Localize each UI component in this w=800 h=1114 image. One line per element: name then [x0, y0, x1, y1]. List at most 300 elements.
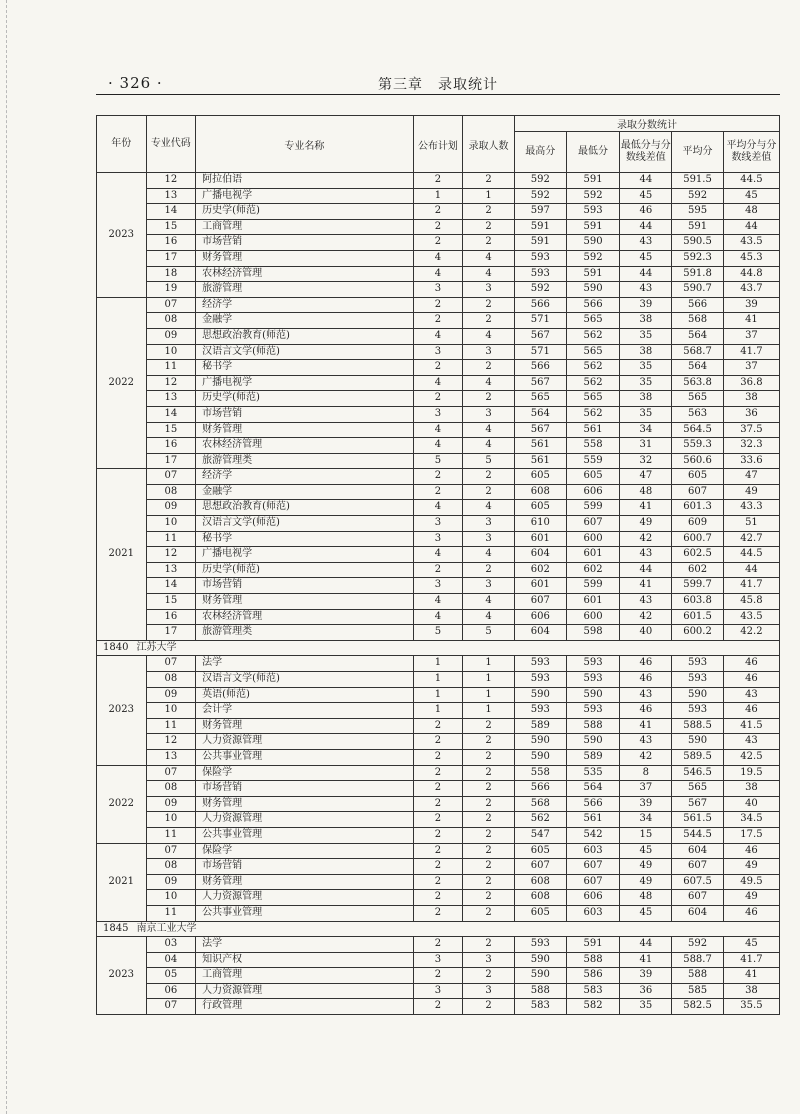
max-cell: 592 — [514, 188, 566, 204]
min-cell: 542 — [566, 827, 620, 843]
code-cell: 15 — [146, 594, 196, 610]
admitted-cell: 3 — [463, 282, 515, 298]
min-diff-cell: 42 — [620, 609, 672, 625]
avg-diff-cell: 37.5 — [723, 422, 779, 438]
table-row — [97, 874, 780, 890]
max-cell: 590 — [514, 952, 566, 968]
admitted-cell: 2 — [463, 827, 515, 843]
avg-diff-cell: 47 — [723, 469, 779, 485]
plan-cell: 4 — [413, 609, 463, 625]
year-cell: 2023 — [97, 173, 147, 298]
code-cell: 09 — [146, 687, 196, 703]
name-cell: 农林经济管理 — [196, 266, 414, 282]
min-cell: 590 — [566, 687, 620, 703]
university-row — [97, 640, 780, 656]
min-diff-cell: 46 — [620, 204, 672, 220]
plan-cell: 2 — [413, 204, 463, 220]
admitted-cell: 1 — [463, 188, 515, 204]
table-row — [97, 469, 780, 485]
min-diff-cell: 41 — [620, 578, 672, 594]
max-cell: 558 — [514, 765, 566, 781]
code-cell: 16 — [146, 609, 196, 625]
table-row — [97, 375, 780, 391]
table-row — [97, 391, 780, 407]
code-cell: 12 — [146, 173, 196, 189]
name-cell: 法学 — [196, 937, 414, 953]
min-cell: 593 — [566, 672, 620, 688]
name-cell: 保险学 — [196, 765, 414, 781]
name-cell: 汉语言文学(师范) — [196, 516, 414, 532]
avg-diff-cell: 48 — [723, 204, 779, 220]
min-diff-cell: 38 — [620, 391, 672, 407]
code-cell: 11 — [146, 360, 196, 376]
plan-cell: 4 — [413, 422, 463, 438]
admitted-cell: 2 — [463, 796, 515, 812]
name-cell: 人力资源管理 — [196, 983, 414, 999]
avg-diff-cell: 38 — [723, 983, 779, 999]
code-cell: 08 — [146, 859, 196, 875]
table-row — [97, 734, 780, 750]
name-cell: 财务管理 — [196, 250, 414, 266]
min-cell: 601 — [566, 547, 620, 563]
avg-diff-cell: 49 — [723, 890, 779, 906]
admitted-cell: 2 — [463, 484, 515, 500]
min-cell: 591 — [566, 173, 620, 189]
table-row — [97, 422, 780, 438]
avg-cell: 593 — [672, 656, 724, 672]
plan-cell: 2 — [413, 313, 463, 329]
max-cell: 589 — [514, 718, 566, 734]
admitted-cell: 2 — [463, 765, 515, 781]
admitted-cell: 4 — [463, 609, 515, 625]
admitted-cell: 5 — [463, 453, 515, 469]
min-diff-cell: 43 — [620, 594, 672, 610]
name-cell: 农林经济管理 — [196, 609, 414, 625]
max-cell: 567 — [514, 375, 566, 391]
plan-cell: 1 — [413, 687, 463, 703]
avg-diff-cell: 36 — [723, 406, 779, 422]
plan-cell: 2 — [413, 297, 463, 313]
name-cell: 英语(师范) — [196, 687, 414, 703]
admitted-cell: 1 — [463, 672, 515, 688]
table-row — [97, 718, 780, 734]
max-cell: 590 — [514, 687, 566, 703]
plan-cell: 2 — [413, 905, 463, 921]
code-cell: 16 — [146, 438, 196, 454]
code-cell: 04 — [146, 952, 196, 968]
name-cell: 财务管理 — [196, 796, 414, 812]
table-row — [97, 999, 780, 1015]
code-cell: 05 — [146, 968, 196, 984]
plan-cell: 3 — [413, 952, 463, 968]
max-cell: 601 — [514, 578, 566, 594]
avg-cell: 591.5 — [672, 173, 724, 189]
table-row — [97, 500, 780, 516]
min-diff-cell: 46 — [620, 656, 672, 672]
table-row — [97, 453, 780, 469]
table-row — [97, 703, 780, 719]
name-cell: 阿拉伯语 — [196, 173, 414, 189]
name-cell: 思想政治教育(师范) — [196, 328, 414, 344]
max-cell: 547 — [514, 827, 566, 843]
plan-cell: 4 — [413, 375, 463, 391]
avg-cell: 593 — [672, 703, 724, 719]
plan-cell: 4 — [413, 547, 463, 563]
min-diff-cell: 35 — [620, 999, 672, 1015]
name-cell: 财务管理 — [196, 594, 414, 610]
min-diff-cell: 43 — [620, 282, 672, 298]
code-cell: 18 — [146, 266, 196, 282]
avg-cell: 599.7 — [672, 578, 724, 594]
plan-cell: 2 — [413, 890, 463, 906]
admitted-cell: 3 — [463, 406, 515, 422]
university-heading — [97, 640, 780, 656]
max-cell: 608 — [514, 874, 566, 890]
admitted-cell: 4 — [463, 422, 515, 438]
avg-cell: 602.5 — [672, 547, 724, 563]
table-row — [97, 313, 780, 329]
min-cell: 600 — [566, 531, 620, 547]
max-cell: 605 — [514, 905, 566, 921]
table-row — [97, 827, 780, 843]
avg-cell: 567 — [672, 796, 724, 812]
code-cell: 08 — [146, 781, 196, 797]
admitted-cell: 2 — [463, 781, 515, 797]
name-cell: 行政管理 — [196, 999, 414, 1015]
plan-cell: 3 — [413, 344, 463, 360]
avg-cell: 591 — [672, 219, 724, 235]
admitted-cell: 2 — [463, 859, 515, 875]
name-cell: 工商管理 — [196, 968, 414, 984]
min-diff-cell: 43 — [620, 235, 672, 251]
code-cell: 15 — [146, 219, 196, 235]
admitted-cell: 1 — [463, 703, 515, 719]
min-cell: 561 — [566, 422, 620, 438]
table-row — [97, 812, 780, 828]
admitted-cell: 2 — [463, 874, 515, 890]
year-cell: 2022 — [97, 297, 147, 469]
max-cell: 564 — [514, 406, 566, 422]
max-cell: 591 — [514, 219, 566, 235]
avg-diff-cell: 41.7 — [723, 952, 779, 968]
avg-cell: 604 — [672, 843, 724, 859]
min-cell: 598 — [566, 625, 620, 641]
table-row — [97, 905, 780, 921]
name-cell: 历史学(师范) — [196, 562, 414, 578]
avg-diff-cell: 17.5 — [723, 827, 779, 843]
code-cell: 11 — [146, 827, 196, 843]
max-cell: 602 — [514, 562, 566, 578]
header-min: 最低分 — [566, 132, 620, 173]
name-cell: 法学 — [196, 656, 414, 672]
header-admitted: 录取人数 — [463, 116, 515, 173]
name-cell: 市场营销 — [196, 781, 414, 797]
code-cell: 16 — [146, 235, 196, 251]
min-cell: 582 — [566, 999, 620, 1015]
header-min-diff: 最低分与分数线差值 — [620, 132, 672, 173]
plan-cell: 3 — [413, 406, 463, 422]
code-cell: 07 — [146, 843, 196, 859]
admitted-cell: 2 — [463, 360, 515, 376]
min-diff-cell: 44 — [620, 562, 672, 578]
plan-cell: 2 — [413, 859, 463, 875]
code-cell: 15 — [146, 422, 196, 438]
avg-cell: 568.7 — [672, 344, 724, 360]
plan-cell: 2 — [413, 999, 463, 1015]
avg-cell: 601.3 — [672, 500, 724, 516]
table-row — [97, 843, 780, 859]
chapter-title: 第三章 录取统计 — [378, 77, 498, 93]
min-cell: 603 — [566, 843, 620, 859]
min-cell: 602 — [566, 562, 620, 578]
max-cell: 571 — [514, 313, 566, 329]
table-row — [97, 204, 780, 220]
min-diff-cell: 41 — [620, 718, 672, 734]
max-cell: 608 — [514, 890, 566, 906]
university-row — [97, 921, 780, 937]
page-number: · 326 · — [108, 74, 163, 92]
plan-cell: 3 — [413, 282, 463, 298]
plan-cell: 1 — [413, 656, 463, 672]
avg-diff-cell: 39 — [723, 297, 779, 313]
admitted-cell: 2 — [463, 562, 515, 578]
plan-cell: 2 — [413, 173, 463, 189]
code-cell: 14 — [146, 204, 196, 220]
max-cell: 565 — [514, 391, 566, 407]
avg-cell: 600.7 — [672, 531, 724, 547]
min-diff-cell: 39 — [620, 968, 672, 984]
code-cell: 12 — [146, 547, 196, 563]
avg-diff-cell: 32.3 — [723, 438, 779, 454]
plan-cell: 4 — [413, 328, 463, 344]
admitted-cell: 2 — [463, 391, 515, 407]
plan-cell: 2 — [413, 874, 463, 890]
avg-cell: 590 — [672, 734, 724, 750]
avg-cell: 595 — [672, 204, 724, 220]
max-cell: 566 — [514, 297, 566, 313]
avg-cell: 593 — [672, 672, 724, 688]
avg-cell: 588.7 — [672, 952, 724, 968]
admitted-cell: 4 — [463, 438, 515, 454]
plan-cell: 2 — [413, 718, 463, 734]
avg-cell: 605 — [672, 469, 724, 485]
avg-diff-cell: 41 — [723, 313, 779, 329]
table-row — [97, 484, 780, 500]
code-cell: 08 — [146, 672, 196, 688]
code-cell: 10 — [146, 890, 196, 906]
plan-cell: 2 — [413, 360, 463, 376]
avg-cell: 590 — [672, 687, 724, 703]
table-row — [97, 235, 780, 251]
plan-cell: 2 — [413, 391, 463, 407]
name-cell: 秘书学 — [196, 360, 414, 376]
avg-diff-cell: 34.5 — [723, 812, 779, 828]
avg-diff-cell: 36.8 — [723, 375, 779, 391]
admitted-cell: 1 — [463, 656, 515, 672]
max-cell: 566 — [514, 360, 566, 376]
plan-cell: 2 — [413, 765, 463, 781]
admitted-cell: 2 — [463, 718, 515, 734]
code-cell: 11 — [146, 531, 196, 547]
min-diff-cell: 49 — [620, 859, 672, 875]
avg-cell: 592.3 — [672, 250, 724, 266]
avg-diff-cell: 42.7 — [723, 531, 779, 547]
admitted-cell: 2 — [463, 890, 515, 906]
min-cell: 605 — [566, 469, 620, 485]
admitted-cell: 3 — [463, 531, 515, 547]
max-cell: 593 — [514, 656, 566, 672]
plan-cell: 2 — [413, 734, 463, 750]
table-row — [97, 188, 780, 204]
table-row — [97, 547, 780, 563]
max-cell: 605 — [514, 469, 566, 485]
avg-diff-cell: 49.5 — [723, 874, 779, 890]
avg-diff-cell: 43 — [723, 734, 779, 750]
min-diff-cell: 39 — [620, 796, 672, 812]
admitted-cell: 4 — [463, 547, 515, 563]
code-cell: 09 — [146, 796, 196, 812]
header-avg: 平均分 — [672, 132, 724, 173]
admitted-cell: 4 — [463, 375, 515, 391]
min-cell: 562 — [566, 375, 620, 391]
avg-diff-cell: 44 — [723, 562, 779, 578]
avg-cell: 564.5 — [672, 422, 724, 438]
code-cell: 14 — [146, 406, 196, 422]
plan-cell: 1 — [413, 672, 463, 688]
min-cell: 601 — [566, 594, 620, 610]
name-cell: 人力资源管理 — [196, 812, 414, 828]
min-diff-cell: 47 — [620, 469, 672, 485]
header-score-group: 录取分数统计 — [514, 116, 779, 132]
min-cell: 591 — [566, 937, 620, 953]
table-row — [97, 250, 780, 266]
avg-diff-cell: 43.5 — [723, 235, 779, 251]
code-cell: 09 — [146, 874, 196, 890]
header-max: 最高分 — [514, 132, 566, 173]
avg-diff-cell: 46 — [723, 656, 779, 672]
min-diff-cell: 44 — [620, 266, 672, 282]
plan-cell: 1 — [413, 703, 463, 719]
code-cell: 13 — [146, 562, 196, 578]
min-cell: 599 — [566, 578, 620, 594]
min-cell: 562 — [566, 406, 620, 422]
avg-diff-cell: 41.7 — [723, 344, 779, 360]
name-cell: 旅游管理 — [196, 282, 414, 298]
admitted-cell: 2 — [463, 297, 515, 313]
min-diff-cell: 43 — [620, 687, 672, 703]
year-cell: 2021 — [97, 469, 147, 641]
min-diff-cell: 44 — [620, 173, 672, 189]
table-row — [97, 173, 780, 189]
name-cell: 经济学 — [196, 297, 414, 313]
plan-cell: 2 — [413, 843, 463, 859]
admitted-cell: 3 — [463, 344, 515, 360]
header-year: 年份 — [97, 116, 147, 173]
avg-cell: 585 — [672, 983, 724, 999]
max-cell: 561 — [514, 453, 566, 469]
plan-cell: 3 — [413, 983, 463, 999]
table-row — [97, 765, 780, 781]
max-cell: 607 — [514, 594, 566, 610]
min-diff-cell: 46 — [620, 672, 672, 688]
name-cell: 广播电视学 — [196, 547, 414, 563]
plan-cell: 2 — [413, 937, 463, 953]
table-row — [97, 983, 780, 999]
avg-diff-cell: 45 — [723, 937, 779, 953]
min-cell: 565 — [566, 391, 620, 407]
name-cell: 财务管理 — [196, 718, 414, 734]
min-cell: 591 — [566, 266, 620, 282]
admitted-cell: 2 — [463, 173, 515, 189]
max-cell: 566 — [514, 781, 566, 797]
avg-diff-cell: 43 — [723, 687, 779, 703]
binding-edge-mark — [6, 0, 8, 1114]
min-diff-cell: 38 — [620, 313, 672, 329]
code-cell: 17 — [146, 250, 196, 266]
code-cell: 13 — [146, 188, 196, 204]
name-cell: 市场营销 — [196, 235, 414, 251]
avg-cell: 564 — [672, 328, 724, 344]
max-cell: 607 — [514, 859, 566, 875]
year-cell: 2023 — [97, 656, 147, 765]
admitted-cell: 4 — [463, 594, 515, 610]
name-cell: 市场营销 — [196, 406, 414, 422]
plan-cell: 1 — [413, 188, 463, 204]
avg-diff-cell: 41.5 — [723, 718, 779, 734]
university-code: 1840 — [103, 641, 129, 653]
max-cell: 610 — [514, 516, 566, 532]
min-diff-cell: 48 — [620, 484, 672, 500]
table-row — [97, 328, 780, 344]
avg-cell: 600.2 — [672, 625, 724, 641]
min-diff-cell: 42 — [620, 749, 672, 765]
min-diff-cell: 45 — [620, 843, 672, 859]
min-cell: 599 — [566, 500, 620, 516]
min-cell: 535 — [566, 765, 620, 781]
table-row — [97, 687, 780, 703]
avg-cell: 590.5 — [672, 235, 724, 251]
max-cell: 606 — [514, 609, 566, 625]
university-name: 南京工业大学 — [136, 922, 197, 934]
code-cell: 07 — [146, 999, 196, 1015]
max-cell: 590 — [514, 734, 566, 750]
avg-cell: 602 — [672, 562, 724, 578]
avg-diff-cell: 44.8 — [723, 266, 779, 282]
university-name: 江苏大学 — [136, 641, 177, 653]
code-cell: 09 — [146, 500, 196, 516]
avg-cell: 561.5 — [672, 812, 724, 828]
max-cell: 590 — [514, 968, 566, 984]
min-diff-cell: 44 — [620, 937, 672, 953]
year-cell: 2021 — [97, 843, 147, 921]
year-cell: 2023 — [97, 937, 147, 1015]
plan-cell: 2 — [413, 562, 463, 578]
admitted-cell: 2 — [463, 219, 515, 235]
min-diff-cell: 37 — [620, 781, 672, 797]
min-diff-cell: 39 — [620, 297, 672, 313]
max-cell: 593 — [514, 250, 566, 266]
name-cell: 财务管理 — [196, 874, 414, 890]
name-cell: 公共事业管理 — [196, 905, 414, 921]
admitted-cell: 4 — [463, 250, 515, 266]
avg-cell: 588.5 — [672, 718, 724, 734]
plan-cell: 4 — [413, 594, 463, 610]
code-cell: 10 — [146, 344, 196, 360]
name-cell: 财务管理 — [196, 422, 414, 438]
avg-cell: 601.5 — [672, 609, 724, 625]
min-diff-cell: 34 — [620, 422, 672, 438]
min-diff-cell: 38 — [620, 344, 672, 360]
